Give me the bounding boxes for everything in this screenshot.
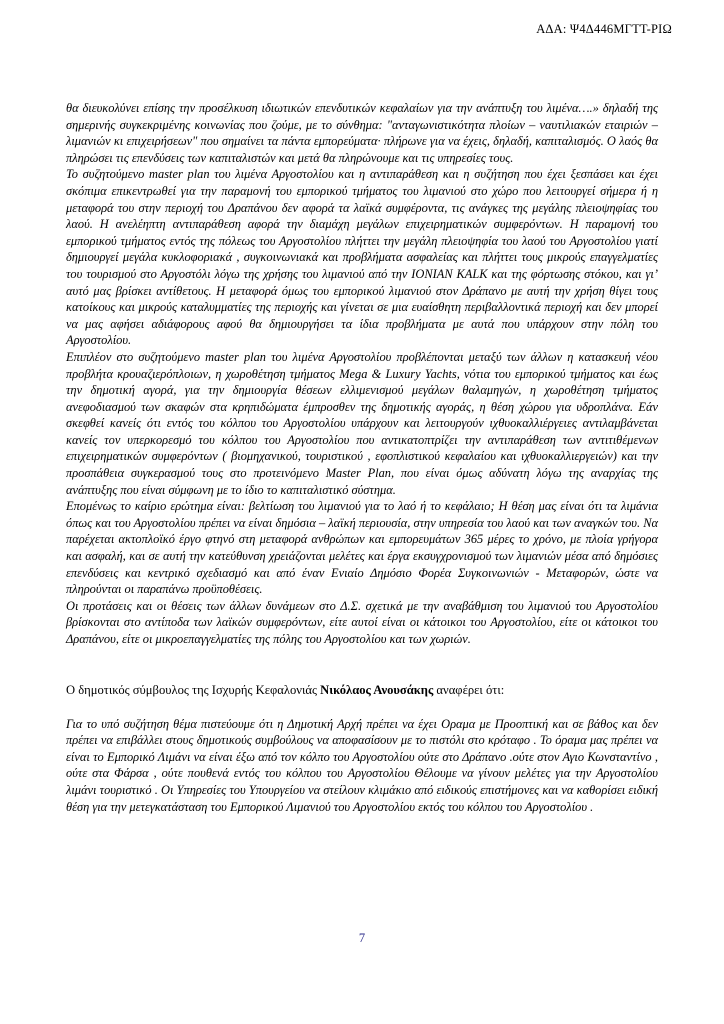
paragraph: θα διευκολύνει επίσης την προσέλκυση ιδιωτικών επενδυτικών κεφαλαίων για την ανάπτυξη του λιμένα….» δηλαδή της σημερινής συγκεκριμένης κοινωνίας που ζούμε, με το σύνθημα: "ανταγωνιστικότητα πλοίων – ναυτιλιακών εταιριών – λιμανιών κι επιχειρήσεων" που σημαίνει τα πάντα εμπορεύματα· πλήρωνε για να έχεις, δηλαδή, καπιταλισμός. Ο λαός θα πληρώσει τις επενδύσεις των καπιταλιστών και μετά θα πληρώνουμε και τις υπηρεσίες τους. xyxy=(66,101,658,165)
councillor-statement-intro xyxy=(66,682,658,699)
section-spacer xyxy=(66,648,658,682)
document-body xyxy=(66,100,658,815)
paragraph: Επιπλέον στο συζητούμενο master plan του λιμένα Αργοστολίου προβλέπονται μεταξύ των άλλων η κατασκευή νέου προβλήτα κρουαζιερόπλοιων, η χωροθέτηση τμήματος Mega & Luxury Yachts, νότια του εμπορικού τμήματος και έως την δημοτική αγορά, για την δημιουργία θέσεων ελλιμενισμού μεγάλων θαλαμηγών, η χωροθέτηση τμήματος ανεφοδιασμού των σκαφών στα κρηπιδώματα έμπροσθεν της δημοτικής αγοράς, η θέση χώρου για υδροπλάνα. Εάν σκεφθεί κανείς ότι εντός του κόλπου του Αργοστολίου υπάρχουν και λειτουργούν ιχθυοκαλλιέργειες αντιλαμβάνεται κανείς τον υπερκορεσμό του κόλπου του Αργοστολίου που αντικατοπτρίζει την αντιπαράθεση των αντιτιθέμενων επιχειρηματικών συμφερόντων ( βιομηχανικού, τουριστικού , εφοπλιστικού κεφαλαίου και ιχθυοκαλλιεργειών) και την προσπάθεια συγκερασμού τους στο προτεινόμενο Master Plan, που είναι όμως αδύνατη λόγω της αναρχίας της ανάπτυξης που είναι σύμφωνη με το ίδιο το καπιταλιστικό σύστημα. xyxy=(66,349,658,497)
paragraph: Οι προτάσεις και οι θέσεις των άλλων δυνάμεων στο Δ.Σ. σχετικά με την αναβάθμιση του λιμανιού του Αργοστολίου βρίσκονται στο αντίποδα των λαϊκών συμφερόντων, είτε αυτοί είναι οι κάτοικοι του Αργοστολίου, είτε οι κάτοικοι του Δραπάνου, είτε οι μικροεπαγγελματίες της πόλης του Αργοστολίου και των χωριών. xyxy=(66,598,658,646)
councillor-intro-after: αναφέρει ότι: xyxy=(433,682,505,697)
closing-paragraph: Για το υπό συζήτηση θέμα πιστεύουμε ότι η Δημοτική Αρχή πρέπει να έχει Οραμα με Προοπτική και σε βάθος και δεν πρέπει να επιβάλλει στους δημοτικούς συμβούλους να αποφασίσουν με το πιστόλι στο κρόταφο . Το όραμα μας πρέπει να είναι το Εμπορικό Λιμάνι να είναι έξω από τον κόλπο του Αργοστολίου ούτε στο Δράπανο .ούτε στον Αγιο Κωνσταντίνο , ούτε στα Φάρσα , ούτε πουθενά εντός του κόλπου του Αργοστολίου Θέλουμε να γίνουν μελέτες για την Αργοστολίου λιμάνι τουριστικό . Οι Υπηρεσίες του Υπουργείου να στείλουν κλιμάκιο από ειδικούς επιστήμονες και να καθορίσει ειδική θέση για την μετεγκατάσταση του Εμπορικού Λιμανιού του Αργοστολίου εκτός του κόλπου του Αργοστολίου . xyxy=(66,716,658,814)
paragraph: Επομένως το καίριο ερώτημα είναι: βελτίωση του λιμανιού για το λαό ή το κεφάλαιο; Η θέση μας είναι ότι τα λιμάνια όπως και του Αργοστολίου πρέπει να είναι δημόσια – λαϊκή περιουσία, στην υπηρεσία του λαού και των αναγκών του. Να παρέχεται ακτοπλοϊκό έργο φτηνό στη μεταφορά ανθρώπων και εμπορευμάτων 365 μέρες το χρόνο, με πλοία γρήγορα και ασφαλή, και σε αυτή την κατεύθυνση χρειάζονται μελέτες και έργα εκσυγχρονισμού των λιμανιών μέσα από δημόσιες επενδύσεις και κεντρικό σχεδιασμό και από έναν Ενιαίο Δημόσιο Φορέα Συγκοινωνιών - Μεταφορών, ώστε να πληρούνται οι παραπάνω προϋποθέσεις. xyxy=(66,499,658,597)
page-number: 7 xyxy=(358,931,366,945)
paragraph-spacer xyxy=(66,699,658,716)
councillor-intro-before: Ο δημοτικός σύμβουλος της Ισχυρής Κεφαλονιάς xyxy=(66,682,321,697)
councillor-name: Νικόλαος Ανουσάκης xyxy=(320,682,434,697)
paragraph: Το συζητούμενο master plan του λιμένα Αργοστολίου και η αντιπαράθεση και η συζήτηση που έχει ξεσπάσει και έχει σκόπιμα επικεντρωθεί για την παραμονή του εμπορικού τμήματος του λιμανιού στο χώρο που λειτουργεί σήμερα ή η μεταφορά του στην περιοχή του Δραπάνου δεν αφορά τα λαϊκά συμφέροντα, τις ανάγκες της μεγάλης πλειοψηφίας του λαού. Η ανελέηπτη αντιπαράθεση αφορά την διαμάχη μεγάλων επιχειρηματικών συμφερόντων. Η παραμονή του εμπορικού τμήματος εντός της πόλεως του Αργοστολίου πλήττει την μεγάλη πλειοψηφία του λαού του Αργοστολίου γιατί δημιουργεί μεγάλα κυκλοφοριακά , συγκοινωνιακά και προβλήματα ασφαλείας και πλήττει τους μικρούς επαγγελματίες του τουρισμού στο Αργοστόλι λόγω της χρήσης του λιμανιού από την IONIAN KALK και της φόρτωσης στόκου, και γι’ αυτό μας βρίσκει αντίθετους. Η μεταφορά όμως του εμπορικού λιμανιού στον Δράπανο με αυτή την χρήση θίγει τους κατοίκους και μικρούς καταλυμματίες της περιοχής και γίνεται σε μια ευαίσθητη περιβαλλοντικά περιοχή και δεν μπορεί να μας αφήσει αδιάφορους αφού θα δημιουργήσει τα ίδια προβλήματα με αυτά που υπάρχουν στην πόλη του Αργοστολίου. xyxy=(66,167,658,348)
ada-code-header: ΑΔΑ: Ψ4Δ446ΜΓΤΤ-ΡΙΩ xyxy=(536,22,672,36)
